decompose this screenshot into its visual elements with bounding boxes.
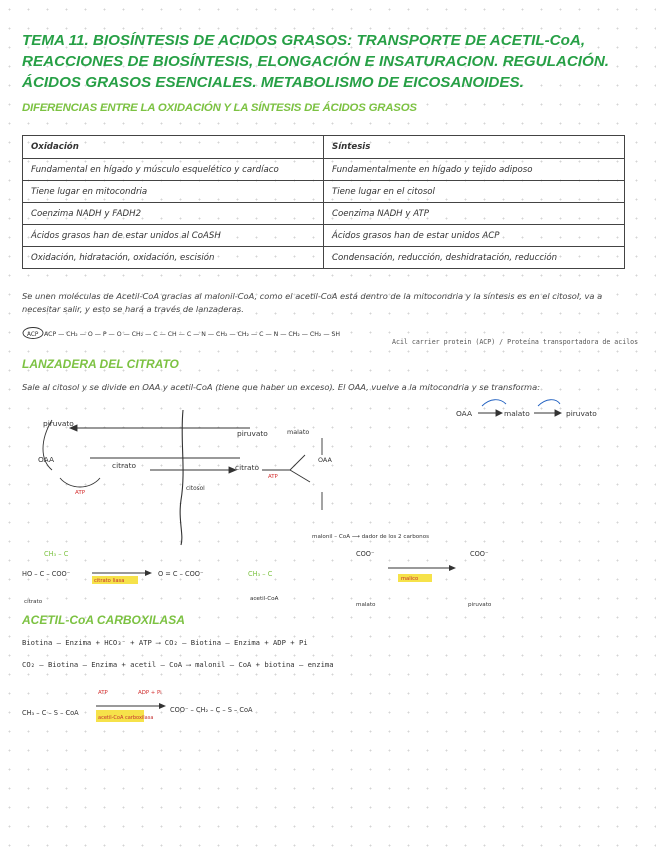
carboxylase-substrate: CH₃ – C – S – CoA: [22, 709, 79, 717]
citrate-shuttle-paragraph: Sale al citosol y se divide en OAA y acetil-CoA (tiene que haber un exceso). El OAA, vuelve a la mitocondria y se transforma:: [22, 382, 541, 392]
section-heading-citrate-shuttle: LANZADERA DEL CITRATO: [22, 357, 179, 371]
label-piruvato-bottom: piruvato: [468, 602, 492, 608]
label-citosol: citosol: [186, 486, 205, 492]
label-malato-bottom: malato: [356, 602, 376, 608]
carboxylase-equation-1: Biotina – Enzima + HCO₃⁻ + ATP ⟶ CO₂ – Biotina – Enzima + ADP + Pi: [22, 638, 308, 647]
title-line-3: ÁCIDOS GRASOS ESENCIALES. METABOLISMO DE EICOSANOIDES.: [22, 74, 524, 91]
table-header-cell: Oxidación: [23, 136, 324, 159]
table-cell: Tiene lugar en el citosol: [324, 181, 625, 203]
carboxylase-enzyme: acetil-CoA carboxilasa: [98, 715, 154, 721]
structure-piruvato: COO⁻: [470, 550, 489, 558]
label-malato-center: malato: [287, 428, 310, 436]
table-cell: Condensación, reducción, deshidratación, reducción: [324, 247, 625, 269]
section-heading-differences: DIFERENCIAS ENTRE LA OXIDACIÓN Y LA SÍNTESIS DE ÁCIDOS GRASOS: [22, 102, 417, 114]
label-citrato: citrato: [112, 461, 137, 470]
section-heading-carboxylase: ACETIL-CoA CARBOXILASA: [22, 613, 185, 627]
acp-note: Acil carrier protein (ACP) / Proteína transportadora de acilos: [392, 338, 639, 346]
malonyl-note: malonil – CoA ⟶ dador de los 2 carbonos: [312, 534, 430, 540]
table-cell: Ácidos grasos han de estar unidos ACP: [324, 225, 625, 247]
table-cell: Coenzima NADH y ATP: [324, 203, 625, 225]
label-citrato-center: citrato: [235, 463, 260, 472]
table-cell: Oxidación, hidratación, oxidación, escisión: [23, 247, 324, 269]
label-malato-right: malato: [504, 409, 530, 418]
carboxylase-reaction: [22, 690, 253, 722]
label-piruvato: piruvato: [43, 419, 74, 428]
cofactor-atp: ATP: [98, 690, 108, 696]
structure-citrato: HO – C – COO⁻: [22, 570, 71, 578]
structure-oaa: O = C – COO⁻: [158, 570, 204, 578]
table-cell: Tiene lugar en mitocondria: [23, 181, 324, 203]
title-line-2: REACCIONES DE BIOSÍNTESIS, ELONGACIÓN E INSATURACION. REGULACIÓN.: [22, 53, 610, 70]
label-atp-center: ATP: [268, 474, 278, 480]
acp-formula-text: ACP — CH₂ — O — P — O — CH₂ — C — CH — C — N — CH₂ — CH₂ — C — N — CH₂ — CH₂ — SH: [44, 331, 341, 338]
label-acetil-coa-bottom: acetil-CoA: [250, 596, 279, 602]
structure-malato: COO⁻: [356, 550, 375, 558]
carboxylase-equation-2: CO₂ – Biotina – Enzima + acetil – CoA ⟶ malonil – CoA + biotina – enzima: [22, 660, 334, 669]
label-piruvato-right: piruvato: [566, 409, 597, 418]
label-citrato-bottom: citrato: [24, 599, 43, 605]
citrate-shuttle-labels: [38, 409, 597, 540]
citrate-lyase-reaction: [22, 550, 492, 608]
acetyl-coa-paragraph: Se unen moléculas de Acetil-CoA gracias al malonil-CoA, como el acetil-CoA está dentro de la mitocondria y la síntesis es en el citosol, va a necesitar salir, y esto se hará a través de lanzaderas.: [22, 291, 603, 314]
structure-acetyl-group: CH₃ – C: [44, 550, 69, 558]
table-cell: Fundamentalmente en hígado y tejido adiposo: [324, 159, 625, 181]
cofactor-adp: ADP + Pi: [138, 690, 162, 696]
svg-text:ACP: ACP: [27, 332, 39, 338]
label-piruvato-center: piruvato: [237, 429, 268, 438]
table-header-cell: Síntesis: [324, 136, 625, 159]
table-cell: Fundamental en hígado y músculo esquelético y cardíaco: [23, 159, 324, 181]
label-malico: malico: [401, 576, 419, 582]
table-cell: Ácidos grasos han de estar unidos al CoASH: [23, 225, 324, 247]
citrate-shuttle-diagram: [43, 400, 561, 545]
title-line-1: TEMA 11. BIOSÍNTESIS DE ACIDOS GRASOS: TRANSPORTE DE ACETIL-CoA,: [22, 32, 586, 49]
label-oaa-right: OAA: [456, 409, 473, 418]
label-citrato-liasa: citrato liasa: [94, 578, 125, 584]
carboxylase-product: COO⁻ – CH₂ – C – S – CoA: [170, 706, 253, 714]
label-oaa-center: OAA: [318, 456, 332, 464]
acp-structure-formula: [23, 328, 340, 339]
structure-acetyl-coa: CH₃ – C: [248, 570, 273, 578]
table-cell: Coenzima NADH y FADH2: [23, 203, 324, 225]
label-atp: ATP: [75, 490, 86, 496]
label-oaa: OAA: [38, 455, 55, 464]
